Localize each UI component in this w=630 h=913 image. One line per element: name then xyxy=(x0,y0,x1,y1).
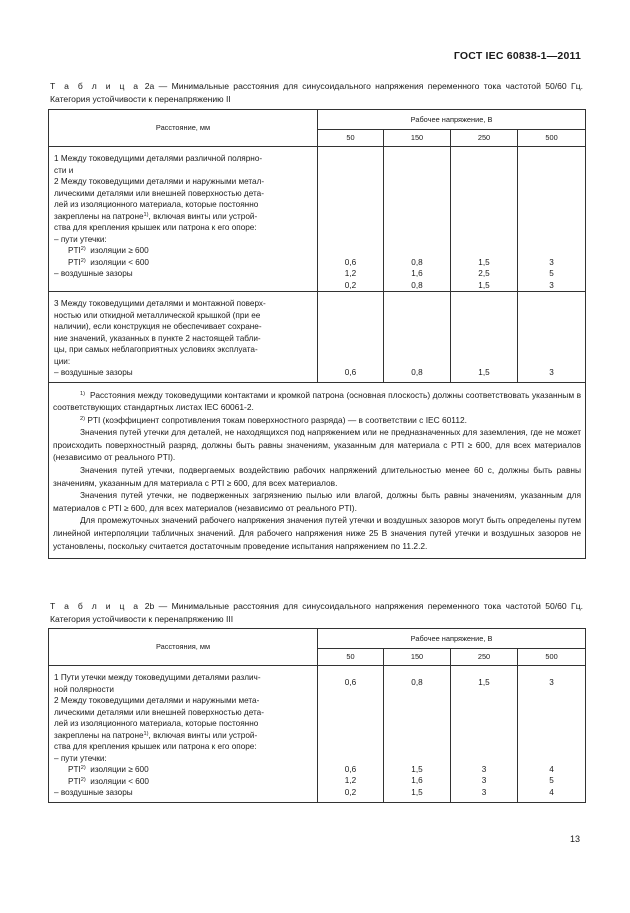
page-number: 13 xyxy=(569,834,580,844)
value-cell-50: 0,6 1,2 0,2 xyxy=(318,147,384,292)
caption-text: — Минимальные расстояния для синусоидального напряжения переменного тока частотой 50/60 Гц. Категория устойчивости к перенапряжению II xyxy=(50,81,584,104)
value-cell-500: 3 5 3 xyxy=(518,147,586,292)
caption-lead: Т а б л и ц а xyxy=(50,81,141,91)
table-2a xyxy=(48,109,586,559)
header-working-voltage: Рабочее напряжение, В xyxy=(318,110,586,130)
caption-text: — Минимальные расстояния для синусоидального напряжения переменного тока частотой 50/60 Гц. Категория устойчивости к перенапряжению III xyxy=(50,601,584,624)
column-150: 150 xyxy=(384,649,451,666)
value-cell-150: 0,8 1,6 0,8 xyxy=(384,147,451,292)
caption-number: 2b xyxy=(144,601,155,611)
column-50: 50 xyxy=(318,130,384,147)
value-cell-150: 0,8 xyxy=(384,292,451,383)
column-150: 150 xyxy=(384,130,451,147)
caption-number: 2a xyxy=(144,81,155,91)
value-cell-250: 1,5 xyxy=(451,292,518,383)
value-cell-250: 1,5 3 3 3 xyxy=(451,666,518,803)
row-description: 1 Между токоведущими деталями различной полярно- сти и 2 Между токоведущими деталями и наружными метал- лическими деталями или внешней поверхностью дета- лей из изоляционного материала, которые постоянно закреплены на патроне$^{1)}$, включая винты или устрой- ства для крепления крышек или патрона к его опоре: – пути утечки: PTI$^{2)}$ изоляции ≥ 600 PTI$^{2)}$ изоляции < 600 – воздушные зазоры xyxy=(49,147,318,292)
column-50: 50 xyxy=(318,649,384,666)
table-2b-caption xyxy=(50,600,583,625)
value-cell-500: 3 4 5 4 xyxy=(518,666,586,803)
table-row xyxy=(49,666,586,803)
value-cell-500: 3 xyxy=(518,292,586,383)
value-cell-50: 0,6 0,6 1,2 0,2 xyxy=(318,666,384,803)
column-250: 250 xyxy=(451,649,518,666)
row-description: 3 Между токоведущими деталями и монтажной поверх- ностью или откидной металлической крышкой (при ее наличии), если конструкция не обеспечивает сохране- ние значений, указанных в пункте 2 настоящей табли- цы, при самых неблагоприятных условиях эксплуата- ции: – воздушные зазоры xyxy=(49,292,318,383)
header-working-voltage: Рабочее напряжение, В xyxy=(318,629,586,649)
row-description: 1 Пути утечки между токоведущими деталями различ- ной полярности 2 Между токоведущими деталями и наружными мета- лическими деталями или внешней поверхностью дета- лей из изоляционного материала, которые постоянно закреплены на патроне$^{1)}$, включая винты или устрой- ства для крепления крышек или патрона к его опоре: – пути утечки: PTI$^{2)}$ изоляции ≥ 600 PTI$^{2)}$ изоляции < 600 – воздушные зазоры xyxy=(49,666,318,803)
table-notes-row xyxy=(49,382,586,559)
table-row xyxy=(49,292,586,383)
table-2a-caption xyxy=(50,80,583,105)
column-500: 500 xyxy=(518,130,586,147)
table-2b xyxy=(48,628,586,803)
table-row xyxy=(49,147,586,292)
value-cell-250: 1,5 2,5 1,5 xyxy=(451,147,518,292)
column-250: 250 xyxy=(451,130,518,147)
caption-lead: Т а б л и ц а xyxy=(50,601,141,611)
value-cell-150: 0,8 1,5 1,6 1,5 xyxy=(384,666,451,803)
header-distance: Расстояние, мм xyxy=(49,110,318,147)
column-500: 500 xyxy=(518,649,586,666)
table-notes: $^{1)}$ Расстояния между токоведущими контактами и кромкой патрона (основная плоскость) должны соответствовать указанным в соответствующих стандартных листах IEC 60061-2. $^{2)}$ PTI (коэффициент сопротивления токам поверхностного разряда) — в соответствии с IEC 60112. Значения путей утечки для деталей, не находящихся под напряжением или не предназначенных для заземления, где не может происходить поверхностный разряд, должны быть равны значениям, указанным для материала с PTI ≥ 600, для всех материалов (независимо от реального PTI). Значения путей утечки, подвергаемых воздействию рабочих напряжений длительностью менее 60 с, должны быть равны значениям, указанным для материала с PTI ≥ 600, для всех материалов. Значения путей утечки, не подверженных загрязнению пылью или влагой, должны быть равны значениям, указанным для материалов с PTI ≥ 600, для всех материалов (независимо от реального PTI). Для промежуточных значений рабочего напряжения значения путей утечки и воздушных зазоров могут быть определены путем линейной интерполяции табличных значений. Для рабочего напряжения ниже 25 В значения путей утечки и воздушных зазоров не установлены, поскольку считается достаточным проведение испытания напряжением по 11.2.2. xyxy=(49,382,586,559)
value-cell-50: 0,6 xyxy=(318,292,384,383)
document-code: ГОСТ IEC 60838-1—2011 xyxy=(453,50,581,62)
header-distance: Расстояния, мм xyxy=(49,629,318,666)
